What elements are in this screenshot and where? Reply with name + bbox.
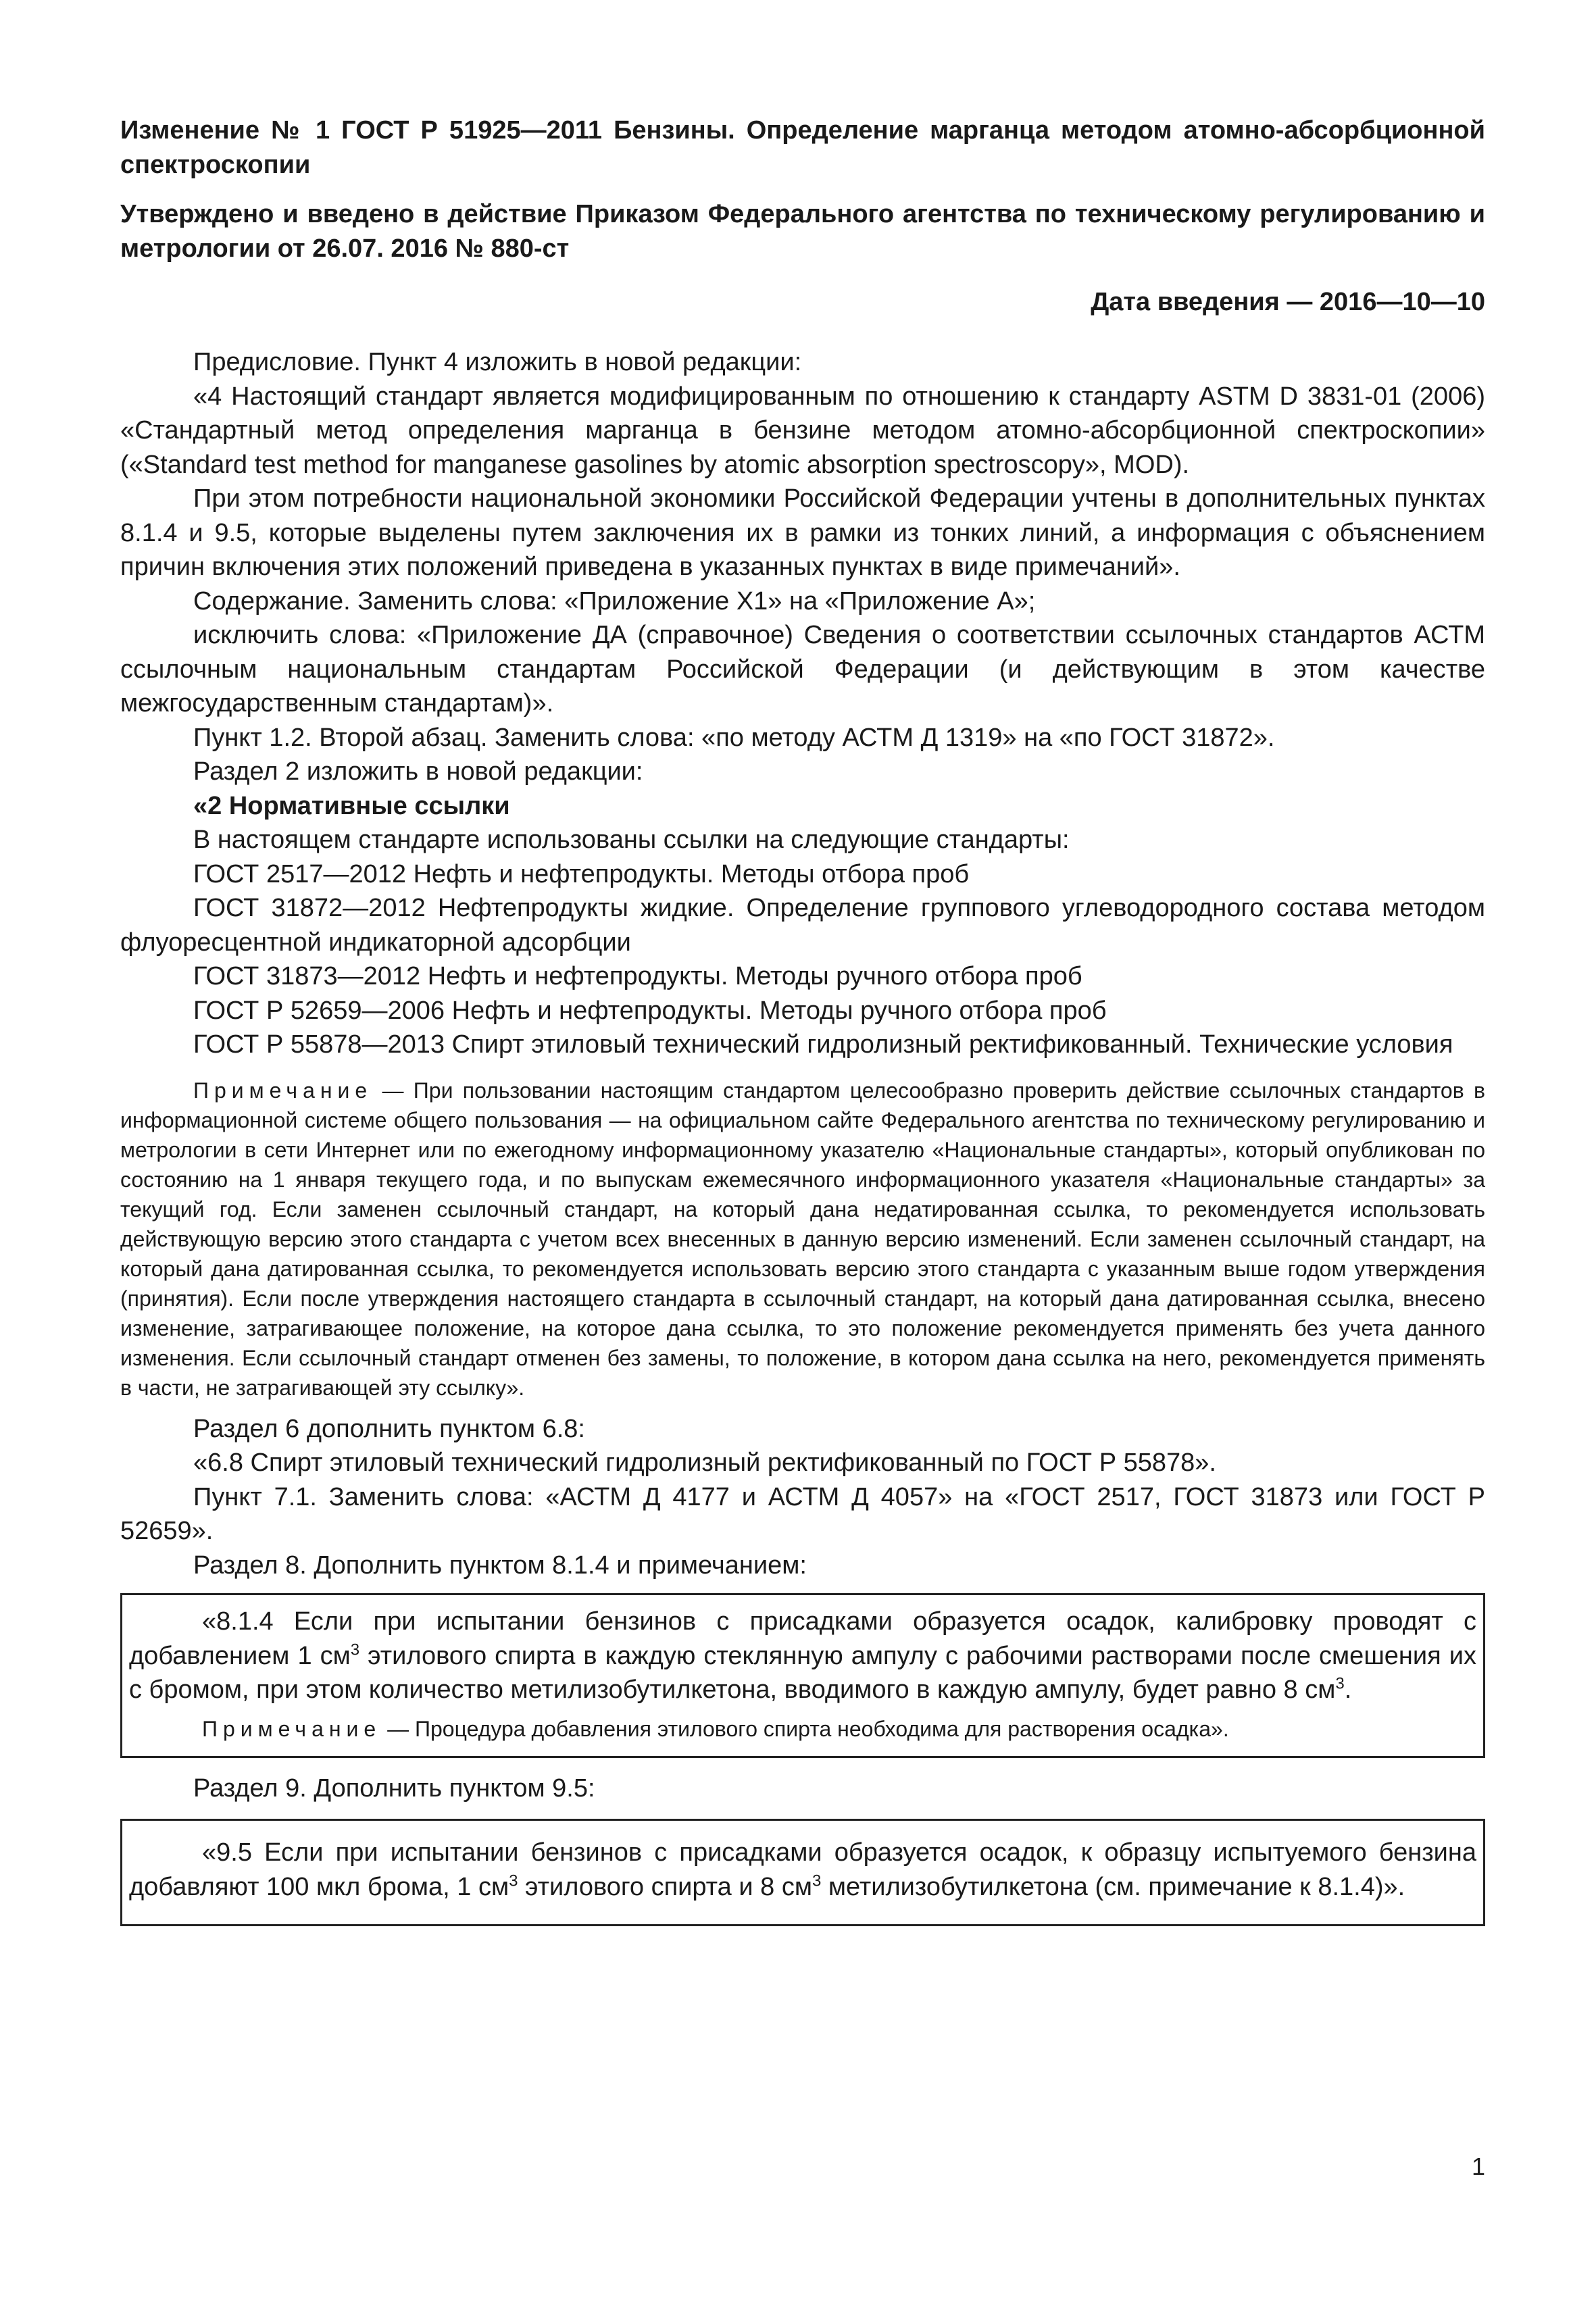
paragraph-point-1-2: Пункт 1.2. Второй абзац. Заменить слова: «по методу АСТМ Д 1319» на «по ГОСТ 31872». [193,723,1275,752]
paragraph-standard-4: «4 Настоящий стандарт является модифицированным по отношению к стандарту ASTM D 3831-01 (2006) «Стандартный метод определения марганца в бензине методом атомно-абсорбционной спектроскопии» («Standard test method for manganese gasolines by atomic absorption spectroscopy», MOD). [120,382,1485,479]
reference-gost-31873: ГОСТ 31873—2012 Нефть и нефтепродукты. Методы ручного отбора проб [193,962,1082,990]
paragraph-point-7-1: Пункт 7.1. Заменить слова: «АСТМ Д 4177 и АСТМ Д 4057» на «ГОСТ 2517, ГОСТ 31873 или ГОСТ Р 52659». [120,1482,1485,1545]
paragraph-preface: Предисловие. Пункт 4 изложить в новой редакции: [193,348,802,376]
paragraph-exclude: исключить слова: «Приложение ДА (справочное) Сведения о соответствии ссылочных стандартов АСТМ ссылочным национальным стандартам Российской Федерации (и действующим в этом качестве межгосударственным стандартам)». [120,621,1485,718]
paragraph-point-6-8: «6.8 Спирт этиловый технический гидролизный ректификованный по ГОСТ Р 55878». [193,1449,1216,1477]
framed-clause-8-1-4 [120,1593,1485,1758]
paragraph-economy: При этом потребности национальной экономики Российской Федерации учтены в дополнительных пунктах 8.1.4 и 9.5, которые выделены путем заключения их в рамки из тонких линий, а информация с объяснением причин включения этих положений приведена в указанных пунктах в виде примечаний». [120,484,1485,581]
note-label: Примечание [193,1078,373,1103]
paragraph-references-intro: В настоящем стандарте использованы ссылки на следующие стандарты: [193,826,1070,854]
paragraph-section-6: Раздел 6 дополнить пунктом 6.8: [193,1414,585,1443]
note-clause-8-1-4 [129,1714,1476,1744]
note-text: — Процедура добавления этилового спирта необходима для растворения осадка». [381,1716,1229,1741]
clause-8-1-4-text: «8.1.4 Если при испытании бензинов с присадками образуется осадок, калибровку проводят с добавлением 1 $см^3$ этилового спирта в каждую стеклянную ампулу с рабочими растворами после смешения их с бромом, при этом количество метилизобутилкетона, вводимого в каждую ампулу, будет равно 8 $см^3$. [129,1607,1476,1704]
clause-9-5-text: «9.5 Если при испытании бензинов с присадками образуется осадок, к образцу испытуемого бензина добавляют 100 мкл брома, 1 $см^3$ этилового спирта и 8 $см^3$ метилизобутилкетона (см. примечание к 8.1.4)». [129,1838,1476,1901]
paragraph-contents: Содержание. Заменить слова: «Приложение X1» на «Приложение А»; [193,586,1036,615]
document-title: Изменение № 1 ГОСТ Р 51925—2011 Бензины. Определение марганца методом атомно-абсорбционной спектроскопии [120,116,1485,179]
paragraph-section-8: Раздел 8. Дополнить пунктом 8.1.4 и примечанием: [193,1551,807,1580]
note-references [120,1076,1485,1403]
reference-gost-31872: ГОСТ 31872—2012 Нефтепродукты жидкие. Определение группового углеводородного состава методом флуоресцентной индикаторной адсорбции [120,894,1485,957]
document-page [120,114,1485,1926]
approval-statement: Утверждено и введено в действие Приказом Федерального агентства по техническому регулированию и метрологии от 26.07. 2016 № 880-ст [120,200,1485,263]
framed-clause-9-5 [120,1819,1485,1926]
heading-normative-references: «2 Нормативные ссылки [193,791,510,820]
reference-gost-52659: ГОСТ Р 52659—2006 Нефть и нефтепродукты. Методы ручного отбора проб [193,996,1107,1025]
introduction-date: Дата введения — 2016—10—10 [1091,288,1485,316]
reference-gost-2517: ГОСТ 2517—2012 Нефть и нефтепродукты. Методы отбора проб [193,859,970,888]
paragraph-section-9: Раздел 9. Дополнить пунктом 9.5: [193,1774,595,1803]
reference-gost-55878: ГОСТ Р 55878—2013 Спирт этиловый технический гидролизный ректификованный. Технические условия [193,1030,1453,1059]
paragraph-section-2: Раздел 2 изложить в новой редакции: [193,757,643,786]
note-label: Примечание [202,1716,382,1741]
note-text: — При пользовании настоящим стандартом целесообразно проверить действие ссылочных стандартов в информационной системе общего пользования — на официальном сайте Федерального агентства по техническому регулированию и метрологии в сети Интернет или по ежегодному информационному указателю «Национальные стандарты», который опубликован по состоянию на 1 января текущего года, и по выпускам ежемесячного информационного указателя «Национальные стандарты» за текущий год. Если заменен ссылочный стандарт, на который дана недатированная ссылка, то рекомендуется использовать действующую версию этого стандарта с учетом всех внесенных в данную версию изменений. Если заменен ссылочный стандарт, на который дана датированная ссылка, то рекомендуется использовать версию этого стандарта с указанным выше годом утверждения (принятия). Если после утверждения настоящего стандарта в ссылочный стандарт, на который дана датированная ссылка, внесено изменение, затрагивающее положение, на которое дана ссылка, то это положение рекомендуется применять без учета данного изменения. Если ссылочный стандарт отменен без замены, то положение, в котором дана ссылка на него, рекомендуется применять в части, не затрагивающей эту ссылку». [120,1078,1485,1400]
page-number: 1 [1471,2153,1485,2180]
